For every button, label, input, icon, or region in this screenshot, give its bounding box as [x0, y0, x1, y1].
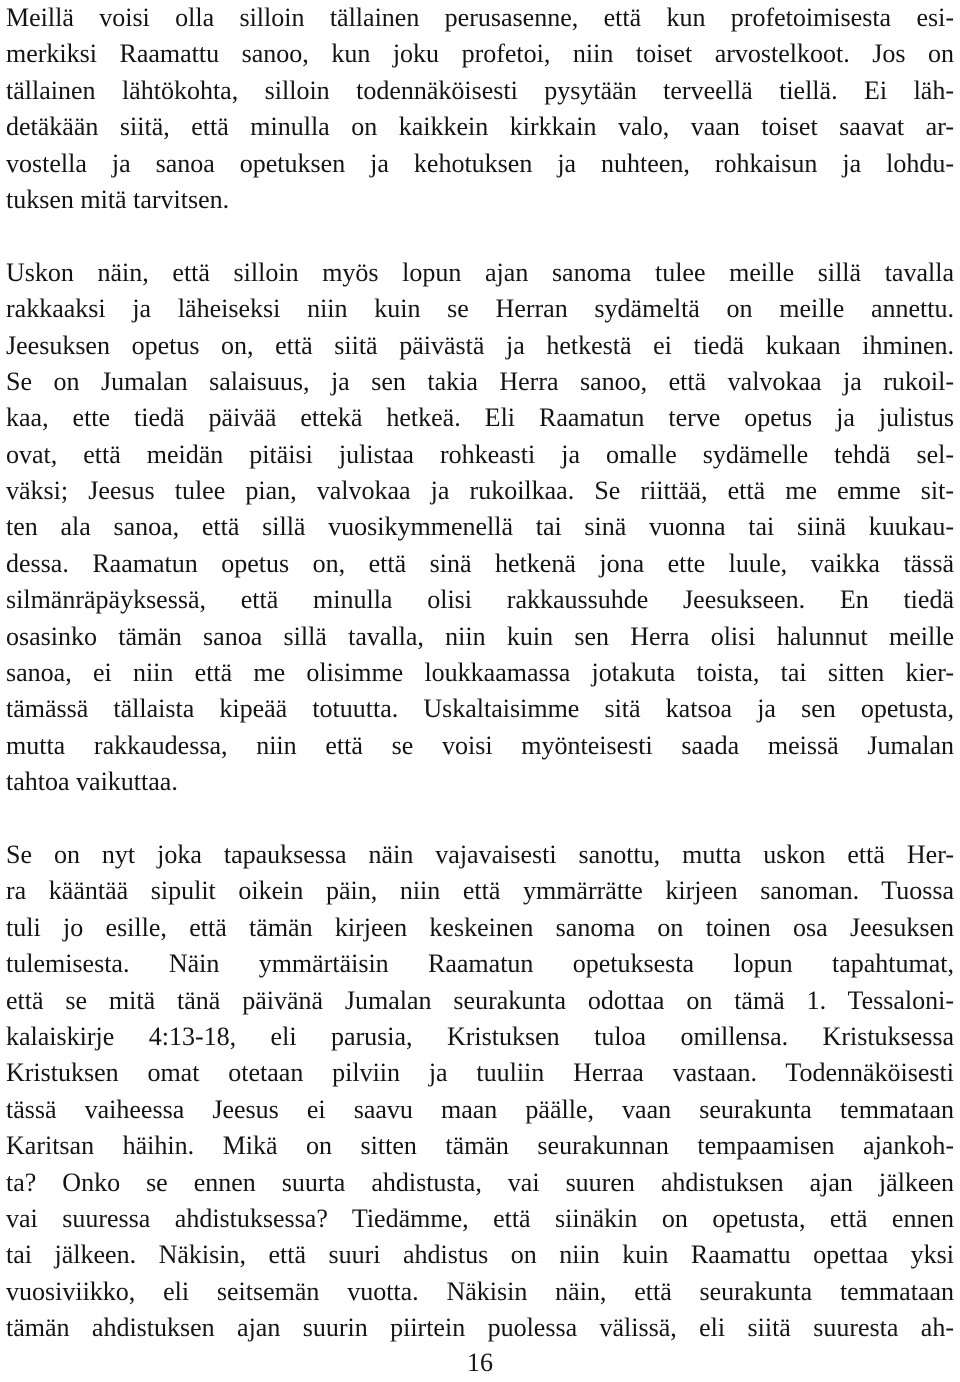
text-line: silmänräpäyksessä, että minulla olisi rakkaussuhde Jeesukseen. En tiedä [6, 585, 954, 615]
text-line: ta? Onko se ennen suurta ahdistusta, vai suuren ahdistuksen ajan jälkeen [6, 1167, 954, 1197]
text-line: Se on Jumalan salaisuus, ja sen takia Herra sanoo, että valvokaa ja rukoil- [6, 366, 954, 396]
text-line: vai suuressa ahdistuksessa? Tiedämme, että siinäkin on opetusta, että ennen [6, 1203, 954, 1233]
paragraph-gap [6, 218, 954, 254]
text-line: Jeesuksen opetus on, että siitä päivästä ja hetkestä ei tiedä kukaan ihminen. [6, 330, 954, 360]
page-number: 16 [467, 1348, 493, 1377]
text-line: detäkään siitä, että minulla on kaikkein kirkkain valo, vaan toiset saavat ar- [6, 112, 954, 142]
text-line: vuosiviikko, eli seitsemän vuotta. Näkisin näin, että seurakunta temmataan [6, 1276, 954, 1306]
paragraph-2 [6, 255, 954, 801]
text-line: mutta rakkaudessa, niin että se voisi myönteisesti saada meissä Jumalan [6, 730, 954, 760]
text-line: tuli jo esille, että tämän kirjeen keskeinen sanoma on toinen osa Jeesuksen [6, 912, 954, 942]
text-line: merkiksi Raamattu sanoo, kun joku profetoi, niin toiset arvostelkoot. Jos on [6, 39, 954, 69]
text-line: dessa. Raamatun opetus on, että sinä hetkenä jona ette luule, vaikka tässä [6, 548, 954, 578]
text-line: ra kääntää sipulit oikein päin, niin että ymmärrätte kirjeen sanoman. Tuossa [6, 876, 954, 906]
text-line: kaa, ette tiedä päivää ettekä hetkeä. Eli Raamatun terve opetus ja julistus [6, 403, 954, 433]
text-line: vostella ja sanoa opetuksen ja kehotuksen ja nuhteen, rohkaisun ja lohdu- [6, 148, 954, 178]
text-line: sanoa, ei niin että me olisimme loukkaamassa jotakuta toista, tai sitten kier- [6, 658, 954, 688]
text-line: Se on nyt joka tapauksessa näin vajavaisesti sanottu, mutta uskon että Her- [6, 839, 954, 869]
text-line: osasinko tämän sanoa sillä tavalla, niin kuin sen Herra olisi halunnut meille [6, 621, 954, 651]
text-line: tässä vaiheessa Jeesus ei saavu maan päälle, vaan seurakunta temmataan [6, 1094, 954, 1124]
text-line: tällainen lähtökohta, silloin todennäköisesti pysytään terveellä tiellä. Ei läh- [6, 75, 954, 105]
paragraph-3 [6, 837, 954, 1346]
text-line: tämässä tällaista kipeää totuutta. Uskaltaisimme sitä katsoa ja sen opetusta, [6, 694, 954, 724]
text-line: kalaiskirje 4:13-18, eli parusia, Kristuksen tuloa omillensa. Kristuksessa [6, 1021, 954, 1051]
paragraph-gap [6, 801, 954, 837]
text-line: tuksen mitä tarvitsen. [6, 184, 230, 214]
text-line: tahtoa vaikuttaa. [6, 767, 178, 797]
text-line: että se mitä tänä päivänä Jumalan seurakunta odottaa on tämä 1. Tessaloni- [6, 985, 954, 1015]
text-line: ovat, että meidän pitäisi julistaa rohkeasti ja omalle sydämelle tehdä sel- [6, 439, 954, 469]
text-line: tämän ahdistuksen ajan suurin piirtein puolessa välissä, eli siitä suuresta ah- [6, 1313, 954, 1343]
text-line: Karitsan häihin. Mikä on sitten tämän seurakunnan tempaamisen ajankoh- [6, 1131, 954, 1161]
text-line: väksi; Jeesus tulee pian, valvokaa ja rukoilkaa. Se riittää, että me emme sit- [6, 476, 954, 506]
text-line: Kristuksen omat otetaan pilviin ja tuuliin Herraa vastaan. Todennäköisesti [6, 1058, 954, 1088]
text-line: Meillä voisi olla silloin tällainen perusasenne, että kun profetoimisesta esi- [6, 3, 954, 32]
text-line: Uskon näin, että silloin myös lopun ajan sanoma tulee meille sillä tavalla [6, 257, 954, 287]
text-line: tai jälkeen. Näkisin, että suuri ahdistus on niin kuin Raamattu opettaa yksi [6, 1240, 954, 1270]
text-line: rakkaaksi ja läheiseksi niin kuin se Herran sydämeltä on meille annettu. [6, 294, 954, 324]
paragraph-1 [6, 0, 954, 218]
text-line: ten ala sanoa, että sillä vuosikymmenellä tai sinä vuonna tai siinä kuukau- [6, 512, 954, 542]
text-line: tulemisesta. Näin ymmärtäisin Raamatun opetuksesta lopun tapahtumat, [6, 949, 954, 979]
